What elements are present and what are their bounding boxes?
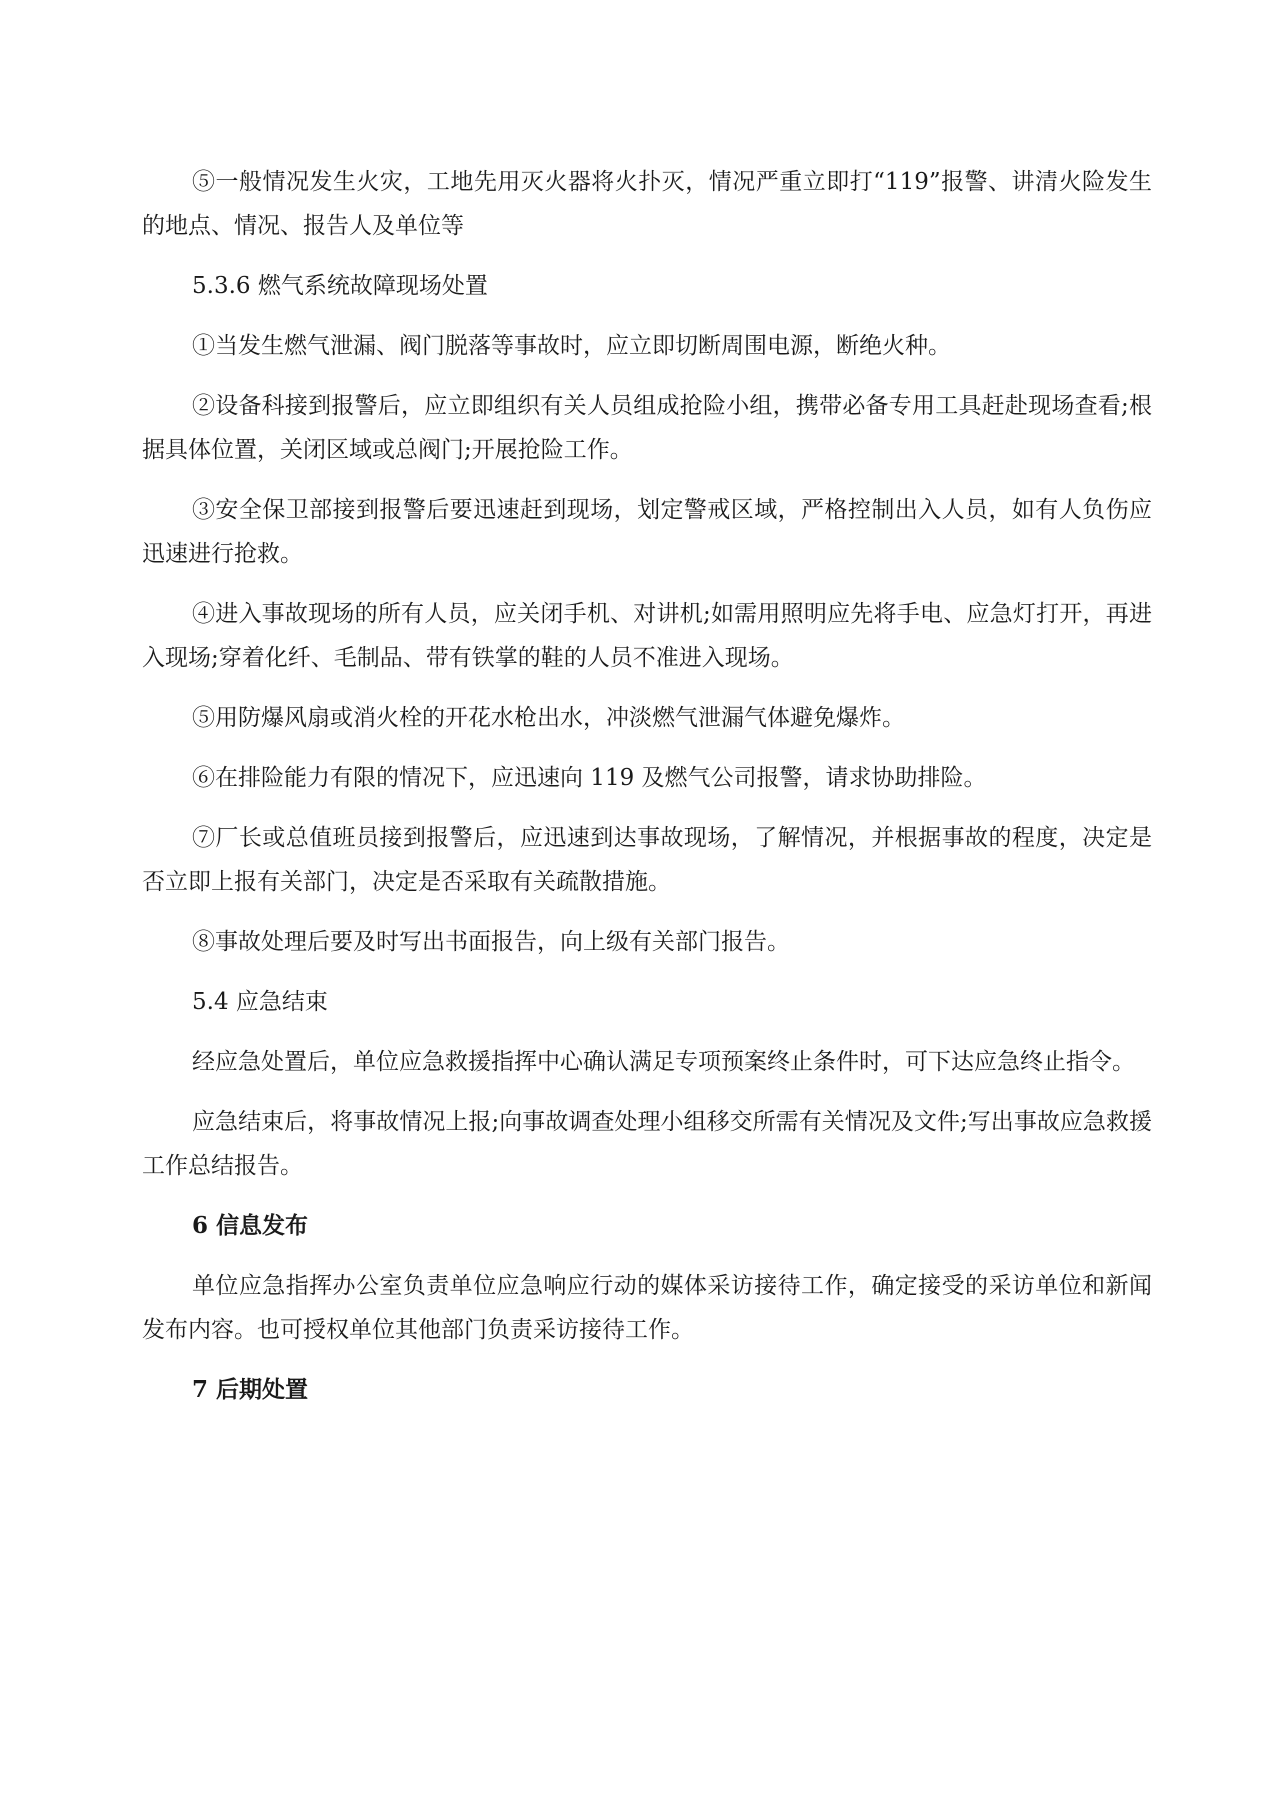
paragraph-step-3: ③安全保卫部接到报警后要迅速赶到现场，划定警戒区域，严格控制出入人员，如有人负伤应迅速进行抢救。 [142,497,1152,567]
paragraph-fire-handling: ⑤一般情况发生火灾，工地先用灭火器将火扑灭，情况严重立即打“119”报警、讲清火险发生的地点、情况、报告人及单位等 [142,169,1152,239]
document-body [142,160,1152,1428]
paragraph-step-8: ⑧事故处理后要及时写出书面报告，向上级有关部门报告。 [192,929,790,955]
paragraph-step-2: ②设备科接到报警后，应立即组织有关人员组成抢险小组，携带必备专用工具赶赴现场查看;根据具体位置，关闭区域或总阀门;开展抢险工作。 [142,393,1152,463]
paragraph-step-5: ⑤用防爆风扇或消火栓的开花水枪出水，冲淡燃气泄漏气体避免爆炸。 [192,705,905,731]
section-heading-5-4: 5.4 应急结束 [192,989,328,1015]
section-heading-7: 7 后期处置 [192,1376,309,1403]
section-heading-6: 6 信息发布 [192,1212,309,1239]
paragraph-info-release: 单位应急指挥办公室负责单位应急响应行动的媒体采访接待工作，确定接受的采访单位和新闻发布内容。也可授权单位其他部门负责采访接待工作。 [142,1273,1152,1343]
paragraph-step-7: ⑦厂长或总值班员接到报警后，应迅速到达事故现场，了解情况，并根据事故的程度，决定是否立即上报有关部门，决定是否采取有关疏散措施。 [142,825,1152,895]
paragraph-step-4: ④进入事故现场的所有人员，应关闭手机、对讲机;如需用照明应先将手电、应急灯打开，再进入现场;穿着化纤、毛制品、带有铁掌的鞋的人员不准进入现场。 [142,601,1152,671]
paragraph-emergency-end-2: 应急结束后，将事故情况上报;向事故调查处理小组移交所需有关情况及文件;写出事故应急救援工作总结报告。 [142,1109,1152,1179]
paragraph-step-1: ①当发生燃气泄漏、阀门脱落等事故时，应立即切断周围电源，断绝火种。 [192,333,951,359]
paragraph-step-6: ⑥在排险能力有限的情况下，应迅速向 119 及燃气公司报警，请求协助排险。 [192,765,987,791]
paragraph-emergency-end-1: 经应急处置后，单位应急救援指挥中心确认满足专项预案终止条件时，可下达应急终止指令。 [192,1049,1135,1075]
section-heading-5-3-6: 5.3.6 燃气系统故障现场处置 [192,273,488,299]
